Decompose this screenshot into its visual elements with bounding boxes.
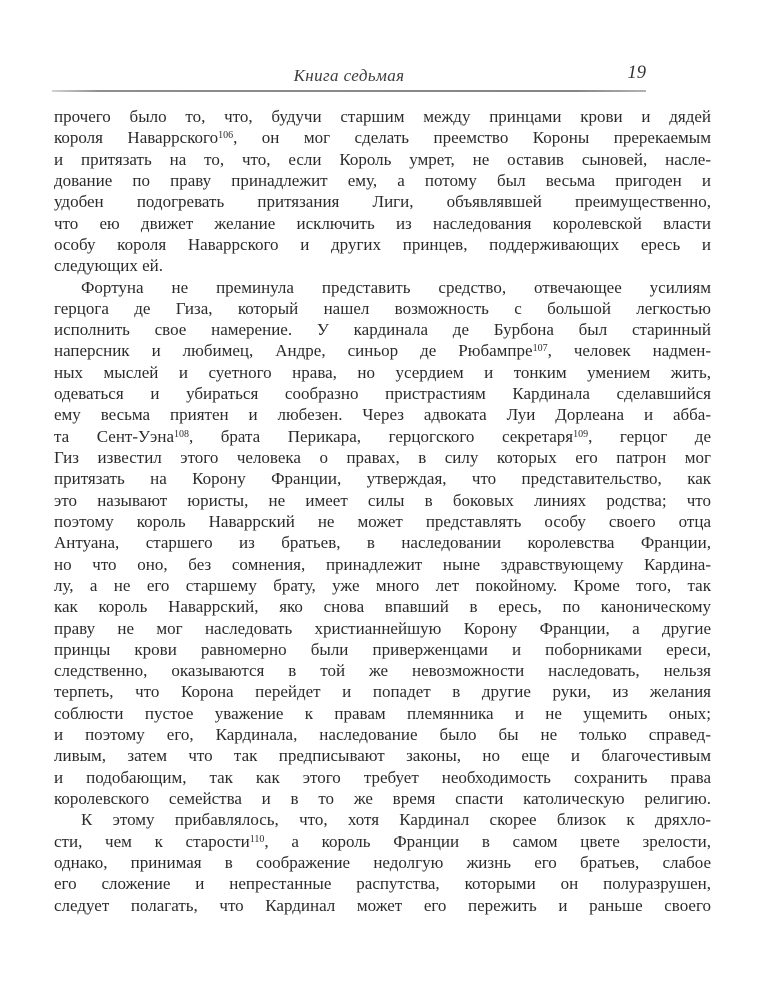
text-line: удобен подогревать притязания Лиги, объявлявшей преимущественно, xyxy=(54,192,711,212)
paragraph xyxy=(54,106,711,277)
text-line: Гиз известил этого человека о правах, в силу которых его патрон мог xyxy=(54,448,711,467)
running-head-title: Книга седьмая xyxy=(293,66,405,85)
text-line: ливым, затем что так предписывают законы, но еще и благочестивым xyxy=(54,746,711,766)
text-line: притязать на Корону Франции, утверждая, что представительство, как xyxy=(54,469,711,489)
page-number: 19 xyxy=(627,63,646,83)
text-line: что ею движет желание исключить из наследования королевской власти xyxy=(54,213,711,233)
text-line: одеваться и убираться сообразно пристрастиям Кардинала сделавшийся xyxy=(54,384,711,404)
text-line: соблюсти пустое уважение к правам племянника и не ущемить оных; xyxy=(54,703,711,723)
text-line: и подобающим, так как этого требует необходимость сохранить права xyxy=(54,767,711,787)
text-line: герцога де Гиза, который нашел возможность с большой легкостью xyxy=(54,298,711,318)
text-line: это называют юристы, не имеет силы в боковых линиях родства; что xyxy=(54,490,711,510)
text-line: терпеть, что Корона перейдет и попадет в другие руки, из желания xyxy=(54,682,711,702)
text-line: прочего было то, что, будучи старшим между принцами крови и дядей xyxy=(54,107,711,126)
footnote-ref: 108 xyxy=(173,428,189,440)
text-line: и притязать на то, что, если Король умрет, не оставив сыновей, насле- xyxy=(54,149,711,169)
text-line: К этому прибавлялось, что, хотя Кардинал скорее близок к дряхло- xyxy=(81,810,711,830)
text-line: короля Наваррского$^{106}$, он мог сделать преемство Короны пререкаемым xyxy=(54,128,711,148)
text-line: поэтому король Наваррский не может представлять особу своего отца xyxy=(54,511,711,531)
text-line: королевского семейства и в то же время спасти католическую религию. xyxy=(54,789,711,808)
text-line: следующих ей. xyxy=(54,256,164,276)
footnote-ref: 110 xyxy=(249,833,265,845)
running-head xyxy=(52,63,646,92)
footnote-ref: 109 xyxy=(573,428,589,440)
text-line: ных мыслей и суетного нрава, но усердием и тонким умением жить, xyxy=(54,362,711,382)
text-line: Фортуна не преминула представить средство, отвечающее усилиям xyxy=(81,277,711,297)
paragraph xyxy=(54,277,711,810)
header-rule xyxy=(52,90,646,92)
text-line: наперсник и любимец, Андре, синьор де Рюбампре$^{107}$, человек надмен- xyxy=(54,341,711,361)
text-line: особу короля Наваррского и других принцев, поддерживающих ересь и xyxy=(54,234,711,254)
text-line: исполнить свое намерение. У кардинала де Бурбона был старинный xyxy=(54,320,711,340)
text-line: Антуана, старшего из братьев, в наследовании королевства Франции, xyxy=(54,533,711,553)
text-line: и поэтому его, Кардинала, наследование было бы не только справед- xyxy=(54,725,711,745)
text-line: сти, чем к старости$^{110}$, а король Франции в самом цвете зрелости, xyxy=(54,831,711,851)
text-line: его сложение и непрестанные распутства, которыми он полуразрушен, xyxy=(54,874,711,894)
text-line: принцы крови равномерно были приверженцами и поборниками ереси, xyxy=(54,639,711,659)
text-line: ему весьма приятен и любезен. Через адвоката Луи Дорлеана и абба- xyxy=(54,405,711,425)
paragraph xyxy=(54,809,711,916)
text-line: однако, принимая в соображение недолгую жизнь его братьев, слабое xyxy=(54,852,711,872)
text-line: как король Наваррский, яко снова впавший в ересь, по каноническому xyxy=(54,597,711,617)
text-line: но что оно, без сомнения, принадлежит ныне здравствующему Кардина- xyxy=(54,554,711,574)
footnote-ref: 106 xyxy=(218,130,234,142)
text-line: дование по праву принадлежит ему, а потому был весьма пригоден и xyxy=(54,170,711,190)
text-line: следует полагать, что Кардинал может его пережить и раньше своего xyxy=(54,895,711,915)
text-line: праву не мог наследовать христианнейшую Корону Франции, а другие xyxy=(54,618,711,638)
text-line: лу, а не его старшему брату, уже много лет покойному. Кроме того, так xyxy=(54,575,711,595)
page-body xyxy=(54,106,711,916)
text-line: следственно, оказываются в той же невозможности наследовать, нельзя xyxy=(54,661,711,681)
footnote-ref: 107 xyxy=(532,343,548,355)
text-line: та Сент-Уэна$^{108}$, брата Перикара, герцогского секретаря$^{109}$, герцог де xyxy=(54,426,711,446)
